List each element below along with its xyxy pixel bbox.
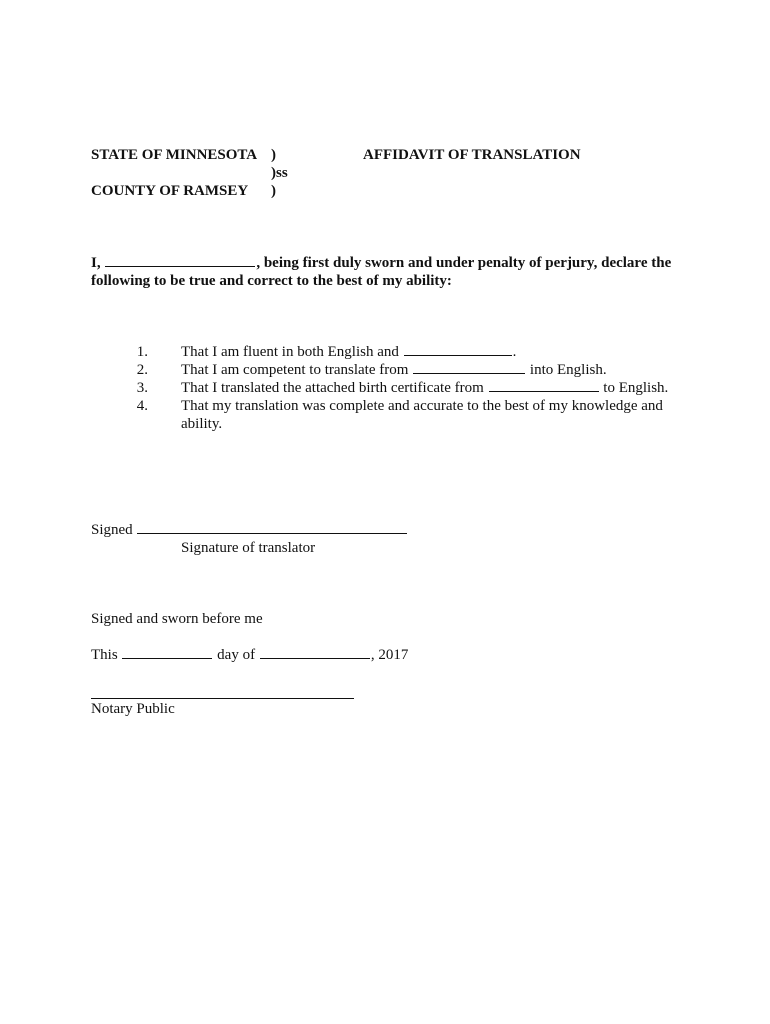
day-blank[interactable] xyxy=(122,658,212,659)
language-blank-1[interactable] xyxy=(404,355,512,356)
list-item-text xyxy=(181,344,516,361)
sworn-statement: Signed and sworn before me xyxy=(91,611,263,627)
state-paren: ) xyxy=(271,147,276,163)
list-item-number: 2. xyxy=(136,362,148,378)
list-item-number: 1. xyxy=(136,344,148,360)
county-paren: ) xyxy=(271,183,276,199)
signed-line xyxy=(91,522,408,539)
state-label: STATE OF MINNESOTA xyxy=(91,147,258,163)
translator-signature-blank[interactable] xyxy=(137,533,407,534)
document-title: AFFIDAVIT OF TRANSLATION xyxy=(363,147,581,163)
signed-label: Signed xyxy=(91,522,133,538)
declaration-line-1 xyxy=(91,255,671,272)
statement-3-text: That I translated the attached birth certificate from xyxy=(181,380,484,396)
date-line xyxy=(91,647,408,664)
statement-1-end: . xyxy=(512,344,517,360)
notary-public-label: Notary Public xyxy=(91,701,175,717)
county-label: COUNTY OF RAMSEY xyxy=(91,183,249,199)
list-item-number: 4. xyxy=(136,398,148,414)
day-of-label: day of xyxy=(217,647,256,663)
statement-4-line-2: ability. xyxy=(181,416,223,432)
language-blank-3[interactable] xyxy=(489,391,599,392)
declaration-line-1-rest: , being first duly sworn and under penalty of perjury, declare the xyxy=(256,255,672,271)
ss-mark: )ss xyxy=(271,165,288,181)
statement-1-text: That I am fluent in both English and xyxy=(181,344,399,360)
list-item-number: 3. xyxy=(136,380,148,396)
month-blank[interactable] xyxy=(260,658,370,659)
this-label: This xyxy=(91,647,118,663)
list-item-text xyxy=(181,362,607,379)
statement-3-end: to English. xyxy=(603,380,669,396)
language-blank-2[interactable] xyxy=(413,373,525,374)
list-item-text xyxy=(181,380,668,397)
year-label: , 2017 xyxy=(370,647,409,663)
declaration-line-2: following to be true and correct to the best of my ability: xyxy=(91,273,452,289)
statement-2-end: into English. xyxy=(529,362,607,378)
notary-signature-line[interactable] xyxy=(91,698,354,699)
statement-4-line-1: That my translation was complete and accurate to the best of my knowledge and xyxy=(181,398,663,414)
declaration-prefix: I, xyxy=(91,255,101,271)
signature-caption: Signature of translator xyxy=(181,540,316,556)
name-blank[interactable] xyxy=(105,266,255,267)
statement-2-text: That I am competent to translate from xyxy=(181,362,409,378)
